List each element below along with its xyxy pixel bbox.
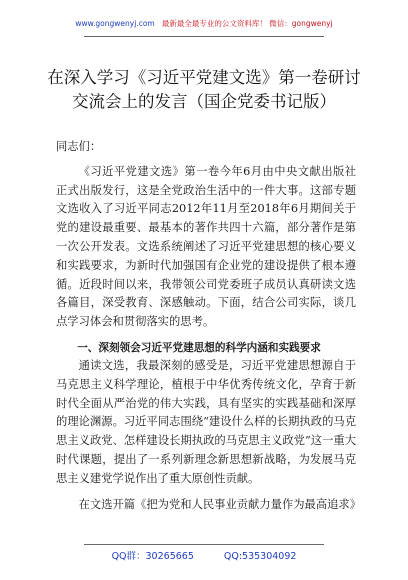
header-promo-text: 最新最全最专业的公文资料库！ 微信：gongwenyj — [161, 19, 333, 28]
page-header — [0, 18, 408, 29]
header-site-link[interactable]: www.gongwenyj.com — [75, 19, 155, 28]
salutation: 同志们： — [56, 140, 102, 153]
footer-qq: QQ:535304092 — [223, 551, 297, 562]
header-divider — [84, 36, 324, 37]
page-footer — [0, 548, 408, 562]
footer-divider — [84, 544, 324, 545]
footer-qq-group: QQ群：30265665 — [111, 551, 194, 562]
paragraph-intro: 《习近平党建文选》第一卷今年6月由中央文献出版社正式出版发行，这是全党政治生活中的一件大事。这部专题文选收入了习近平同志2012年11月至2018年6月期间关于党的建设最重要、最基本的著作共四十六篇，部分著作是第一次公开发表。文选系统阐述了习近平党建思想的核心要义和实践要求，为新时代加强国有企业党的建设提供了根本遵循。近段时间以来，我带领公司党委班子成员认真研读文选各篇目，深受教育、深感触动。下面，结合公司实际，谈几点学习体会和贯彻落实的思考。 — [56, 164, 356, 329]
paragraph-3: 在文选开篇《把为党和人民事业贡献力量作为最高追求》 — [78, 497, 362, 511]
section-heading-1: 一、深刻领会习近平党建思想的科学内涵和实践要求 — [77, 341, 321, 354]
paragraph-2: 通读文选，我最深刻的感受是，习近平党建思想源自于马克思主义科学理论，植根于中华优秀传统文化，孕育于新时代全面从严治党的伟大实践，具有坚实的实践基础和深厚的理论渊源。习近平同志围绕“建设什么样的长期执政的马克思主义政党、怎样建设长期执政的马克思主义政党”这一重大时代课题，提出了一系列新理念新思想新战略，为发展马克思主义建党学说作出了重大原创性贡献。 — [56, 358, 356, 485]
document-title: 在深入学习《习近平党建文选》第一卷研讨交流会上的发言（国企党委书记版） — [47, 68, 361, 111]
document-body — [56, 138, 362, 514]
